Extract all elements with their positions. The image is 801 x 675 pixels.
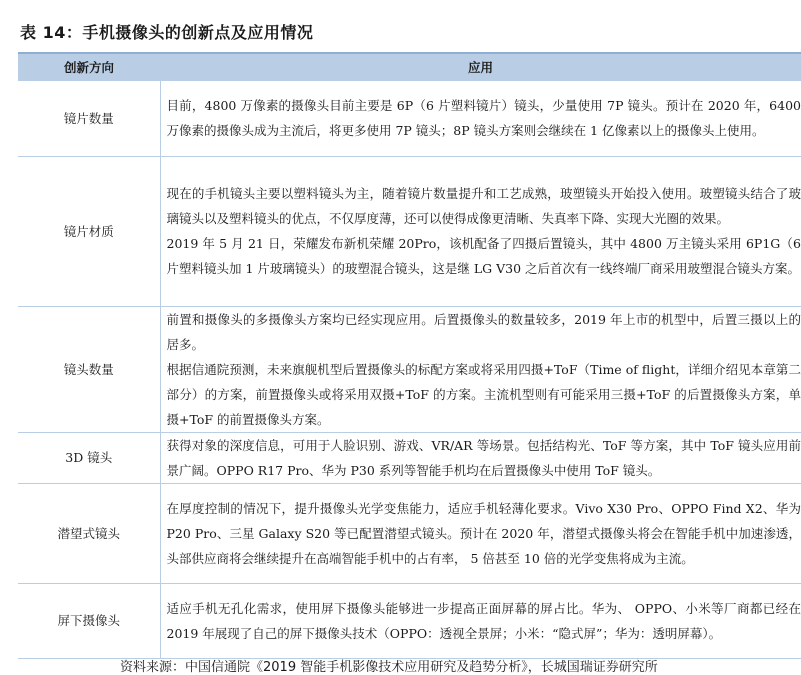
application-text: 根据信通院预测，未来旗舰机型后置摄像头的标配方案或将采用四摄+ToF（Time of flight，详细介绍见本章第二部分）的方案，前置摄像头或将采用双摄+ToF 的方案。主流机型则有可能采用三摄+ToF 的后置摄像头方案，单摄+ToF 的前置摄像头方案。 (167, 357, 801, 432)
table-row-camera-count (18, 306, 801, 432)
application-text: 前置和摄像头的多摄像头方案均已经实现应用。后置摄像头的数量较多，2019 年上市的机型中，后置三摄以上的居多。 (167, 307, 801, 357)
application-text: 目前，4800 万像素的摄像头目前主要是 6P（6 片塑料镜片）镜头，少量使用 7P 镜头。预计在 2020 年，6400 万像素的摄像头成为主流后，将更多使用 7P 镜头；8P 镜头方案则会继续在 1 亿像素以上的摄像头上使用。 (167, 93, 801, 143)
innovation-table (18, 52, 801, 659)
table-row-lens-count (18, 81, 801, 156)
direction-cell: 潜望式镜头 (18, 483, 160, 583)
header-direction: 创新方向 (18, 53, 160, 81)
application-cell (160, 306, 801, 432)
application-cell (160, 432, 801, 483)
application-text: 获得对象的深度信息，可用于人脸识别、游戏、VR/AR 等场景。包括结构光、ToF 等方案，其中 ToF 镜头应用前景广阔。OPPO R17 Pro、华为 P30 系列等智能手机均在后置摄像头中使用 ToF 镜头。 (167, 433, 801, 483)
table-row-under-display-camera (18, 583, 801, 658)
header-application: 应用 (160, 53, 801, 81)
direction-cell: 屏下摄像头 (18, 583, 160, 658)
application-cell (160, 156, 801, 306)
application-text: 现在的手机镜头主要以塑料镜头为主，随着镜片数量提升和工艺成熟，玻塑镜头开始投入使用。玻塑镜头结合了玻璃镜头以及塑料镜头的优点，不仅厚度薄，还可以使得成像更清晰、失真率下降、实现大光圈的效果。 (167, 181, 801, 231)
table-title: 表 14：手机摄像头的创新点及应用情况 (20, 20, 313, 43)
table-row-3d-lens (18, 432, 801, 483)
direction-cell: 镜片数量 (18, 81, 160, 156)
table-row-periscope-lens (18, 483, 801, 583)
application-cell (160, 81, 801, 156)
direction-cell: 镜片材质 (18, 156, 160, 306)
direction-cell: 镜头数量 (18, 306, 160, 432)
application-text: 适应手机无孔化需求，使用屏下摄像头能够进一步提高正面屏幕的屏占比。华为、 OPPO、小米等厂商都已经在 2019 年展现了自己的屏下摄像头技术（OPPO：透视全景屏；小米：“隐式屏”；华为：透明屏幕）。 (167, 596, 801, 646)
direction-cell: 3D 镜头 (18, 432, 160, 483)
table-header-row (18, 53, 801, 81)
application-text: 2019 年 5 月 21 日，荣耀发布新机荣耀 20Pro，该机配备了四摄后置镜头，其中 4800 万主镜头采用 6P1G（6 片塑料镜头加 1 片玻璃镜头）的玻塑混合镜头，这是继 LG V30 之后首次有一线终端厂商采用玻塑混合镜头方案。 (167, 231, 801, 281)
table-row-lens-material (18, 156, 801, 306)
source-note: 资料来源：中国信通院《2019 智能手机影像技术应用研究及趋势分析》，长城国瑞证券研究所 (120, 656, 658, 675)
application-cell (160, 483, 801, 583)
application-cell (160, 583, 801, 658)
application-text: 在厚度控制的情况下，提升摄像头光学变焦能力，适应手机轻薄化要求。Vivo X30 Pro、OPPO Find X2、华为 P20 Pro、三星 Galaxy S20 等已配置潜望式镜头。预计在 2020 年，潜望式摄像头将会在智能手机中加速渗透，头部供应商将会继续提升在高端智能手机中的占有率， 5 倍甚至 10 倍的光学变焦将成为主流。 (167, 496, 801, 571)
